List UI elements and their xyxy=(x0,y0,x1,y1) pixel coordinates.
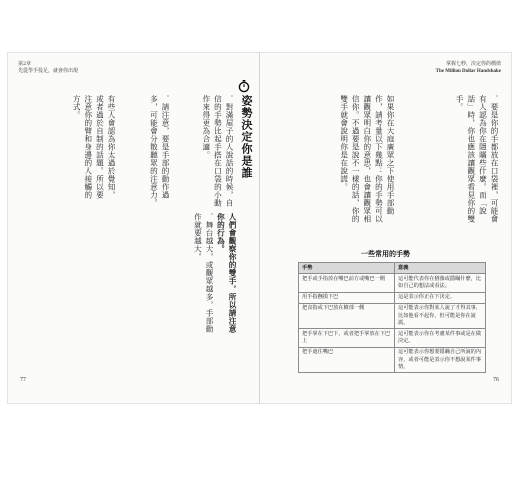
left-page-number: 77 xyxy=(20,377,26,383)
gesture-table-header: 意義 xyxy=(395,263,486,274)
table-row xyxy=(299,274,486,292)
right-running-header xyxy=(436,61,501,75)
meaning-cell: 這是表示你正在下決定。 xyxy=(395,292,486,303)
right-bullet: ．要是你的手都放在口袋裡，可能會有人認為你在隱瞞些什麼。而「說話」時，你也應該讓觀眾看見你的雙手。 xyxy=(455,95,499,223)
meaning-cell: 這可能表示你在考慮某件事或是在做決定。 xyxy=(395,329,486,347)
right-header-english: The Million Dollar Handshake xyxy=(435,69,501,74)
gesture-table xyxy=(298,262,486,373)
gesture-table-title: 一些常用的手勢 xyxy=(361,250,410,258)
left-paragraph-intro: 有些人會認為你太過於覺知，或者過於自制的話題。所以要注意你的臂和身邊的人接觸的方式。 xyxy=(72,95,116,199)
left-bullet-1: ．請注意，要是手部的動作過多，可能會分散聽眾的注意力。 xyxy=(149,95,170,207)
right-paragraph: 如果你在大庭廣眾之下使用手部動作，請考量以下幾點：你的手勢可以讓觀眾明白你的意思，也會讓觀眾相信你。不過要是說不一樣的話，你的雙手就會說明你是在說謊。 xyxy=(339,95,395,223)
section-heading xyxy=(234,81,258,201)
right-header-chinese: 掌握七秒，決定你的價值 xyxy=(445,61,501,67)
gesture-cell: 把食指或下巴放在臉部一側 xyxy=(299,303,395,329)
table-row xyxy=(299,303,486,329)
left-page xyxy=(7,52,259,404)
meaning-cell: 這可能代表你在猶豫或隱瞞什麼，比如自己的想法或看法。 xyxy=(395,274,486,292)
gesture-cell: 用手指撫摸下巴 xyxy=(299,292,395,303)
left-bullet-3: ．舞台越大，或觀眾越多，手部動作就要越大。 xyxy=(193,213,214,333)
section-heading-text: 姿勢決定你是誰 xyxy=(240,95,253,179)
table-row xyxy=(299,347,486,373)
gesture-table-header: 手勢 xyxy=(299,263,395,274)
table-row xyxy=(299,329,486,347)
gesture-cell: 把手掌在下巴下，或者把手掌放在下巴上 xyxy=(299,329,395,347)
right-page-number: 76 xyxy=(493,377,499,383)
left-bold-line: 人們會觀察你的雙手，所以請注意你的行為。 xyxy=(216,213,237,333)
meaning-cell: 這可能表示你想要隱瞞自己所說的內容，或者可能是表示你不想說某件事情。 xyxy=(395,347,486,373)
stopwatch-icon xyxy=(238,79,250,93)
gesture-cell: 把手或手指放在嘴巴前方或嘴巴一側 xyxy=(299,274,395,292)
left-running-header: 第2章 先從學手投足，就會你出現 xyxy=(18,61,79,74)
left-bullet-2: ．對滿屋子的人說話的時候，自信的手勢比起手搭在口袋的小動作來得更為合適。 xyxy=(201,95,234,207)
meaning-cell: 這可能表示你對某人說了才得其事，比如他看不起你，但可能是你在說謊。 xyxy=(395,303,486,329)
right-page xyxy=(259,52,512,404)
table-row xyxy=(299,292,486,303)
gesture-table-header-row xyxy=(299,263,486,274)
gesture-cell: 把手遮住嘴巴 xyxy=(299,347,395,373)
